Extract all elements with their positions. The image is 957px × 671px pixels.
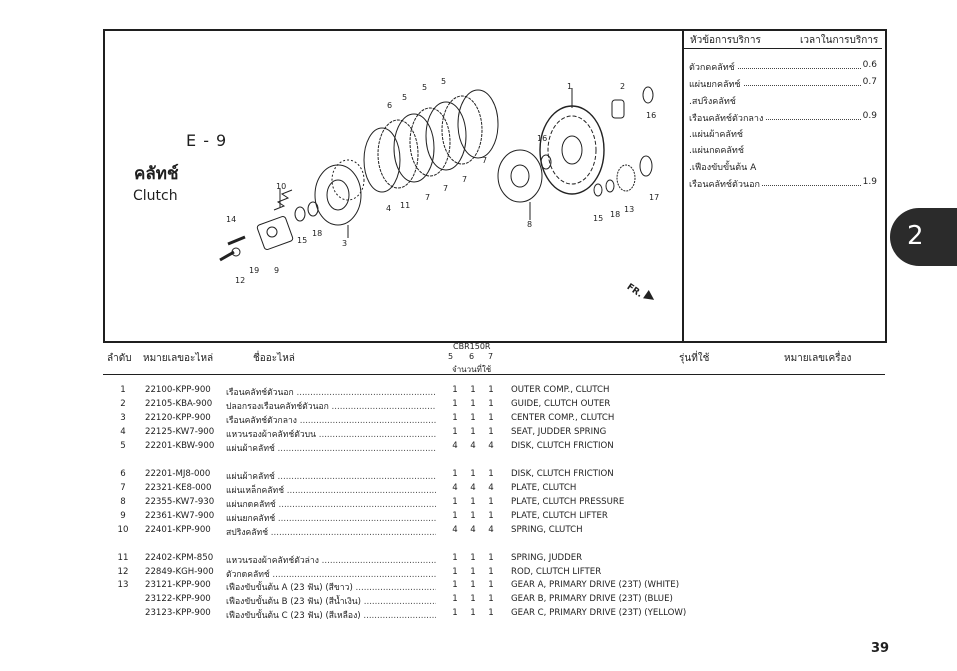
service-row: ตัวกดคลัทช์ 0.6 [689,60,877,73]
callout: 16 [537,134,548,143]
service-row: .สปริงคลัทช์ [689,94,877,108]
table-row: 23122-KPP-900 เฟืองขับขั้นต้น B (23 ฟัน) (สีน้ำเงิน) ..... 1 1 1 GEAR B, PRIMARY DRIVE (23T) (BLUE) [110,594,670,607]
col-header-model-used: รุ่นที่ใช้ [679,353,710,364]
callout: 5 [422,83,428,92]
callout: 17 [649,193,660,202]
callout: 14 [226,215,237,224]
callout: 4 [386,204,392,213]
col-header-model-5: 5 [448,352,454,361]
table-row: 10 22401-KPP-900 สปริงคลัทช์ ..... 4 4 4 SPRING, CLUTCH [110,525,670,538]
clutch-outer-part [540,106,604,194]
clutch-center-part [498,150,542,202]
table-row: 8 22355-KW7-930 แผ่นกดคลัทช์ ..... 1 1 1 PLATE, CLUTCH PRESSURE [110,497,670,510]
clutch-plates-stack [364,90,498,192]
service-row: .เฟืองขับขั้นต้น A [689,160,877,174]
spring-part [274,190,292,210]
callout: 13 [624,205,635,214]
callout: 18 [312,229,323,238]
callout: 7 [443,184,449,193]
table-row: 11 22402-KPM-850 แหวนรองผ้าคลัทช์ตัวล่าง ..... 1 1 1 SPRING, JUDDER [110,553,670,566]
callout: 15 [593,214,604,223]
pressure-plate-part [315,165,361,225]
table-row: 3 22120-KPP-900 เรือนคลัทช์ตัวกลาง ..... 1 1 1 CENTER COMP., CLUTCH [110,413,670,426]
table-row: 7 22321-KE8-000 แผ่นเหล็กคลัทช์ ..... 4 4 4 PLATE, CLUTCH [110,483,670,496]
col-header-model-6: 6 [469,352,475,361]
callout: 7 [462,175,468,184]
col-header-qty: จำนวนที่ใช้ [452,365,492,374]
header-rule [103,374,885,375]
service-row: .แผ่นกดคลัทช์ [689,143,877,157]
lifter-plate-part [256,216,293,251]
callout: 16 [646,111,657,120]
callout: 7 [482,156,488,165]
service-row: เรือนคลัทช์ตัวกลาง 0.9 [689,111,877,124]
section-code: E - 9 [186,131,228,150]
table-row: 13 23121-KPP-900 เฟืองขับขั้นต้น A (23 ฟัน) (สีขาว) ..... 1 1 1 GEAR A, PRIMARY DRIVE (23T) (WHITE) [110,580,670,593]
table-row: 4 22125-KW7-900 แหวนรองผ้าคลัทช์ตัวบน ..... 1 1 1 SEAT, JUDDER SPRING [110,427,670,440]
direction-label: FR. [624,282,645,300]
table-row: 2 22105-KBA-900 ปลอกรองเรือนคลัทช์ตัวนอก ..... 1 1 1 GUIDE, CLUTCH OUTER [110,399,670,412]
callout: 11 [400,201,411,210]
table-row: 12 22849-KGH-900 ตัวกดคลัทช์ ..... 1 1 1 ROD, CLUTCH LIFTER [110,567,670,580]
primary-gear-part [617,165,635,191]
clutch-exploded-diagram [200,60,680,330]
bolt-part [228,237,245,244]
col-header-model-7: 7 [488,352,494,361]
service-row: เรือนคลัทช์ตัวนอก 1.9 [689,177,877,190]
chapter-tab-number: 2 [907,221,924,251]
callout: 3 [342,239,348,248]
callout: 18 [610,210,621,219]
page-number: 39 [871,641,890,656]
table-row: 9 22361-KW7-900 แผ่นยกคลัทช์ ..... 1 1 1 PLATE, CLUTCH LIFTER [110,511,670,524]
callout: 10 [276,182,287,191]
col-header-part-no: หมายเลขอะไหล่ [143,353,214,364]
title-english: Clutch [133,188,178,204]
callout: 8 [527,220,533,229]
callout: 7 [425,193,431,202]
table-row: 5 22201-KBW-900 แผ่นผ้าคลัทช์ ..... 4 4 4 DISK, CLUTCH FRICTION [110,441,670,454]
chapter-tab [890,208,957,266]
callout: 15 [297,236,308,245]
service-table-header [684,30,882,49]
col-header-model: CBR150R [453,342,491,351]
callout: 6 [387,101,393,110]
callout: 5 [441,77,447,86]
service-row: แผ่นยกคลัทช์ 0.7 [689,77,877,90]
service-item-header: หัวข้อการบริการ [690,35,761,46]
callout: 9 [274,266,280,275]
callout: 2 [620,82,626,91]
title-thai: คลัทช์ [134,164,179,184]
col-header-engine-no: หมายเลขเครื่อง [784,353,852,364]
table-row: 1 22100-KPP-900 เรือนคลัทช์ตัวนอก ..... 1 1 1 OUTER COMP., CLUTCH [110,385,670,398]
col-header-no: ลำดับ [107,353,132,364]
service-time-header: เวลาในการบริการ [800,35,879,46]
col-header-name: ชื่ออะไหล่ [253,353,295,364]
frame-divider [682,29,684,341]
callout: 5 [402,93,408,102]
table-row: 6 22201-MJ8-000 แผ่นผ้าคลัทช์ ..... 1 1 1 DISK, CLUTCH FRICTION [110,469,670,482]
callout: 1 [567,82,573,91]
service-row: .แผ่นผ้าคลัทช์ [689,127,877,141]
callout: 12 [235,276,246,285]
table-row: 23123-KPP-900 เฟืองขับขั้นต้น C (23 ฟัน) (สีเหลือง) ..... 1 1 1 GEAR C, PRIMARY DRIVE (23T) (YELLOW) [110,608,670,621]
callout: 19 [249,266,260,275]
